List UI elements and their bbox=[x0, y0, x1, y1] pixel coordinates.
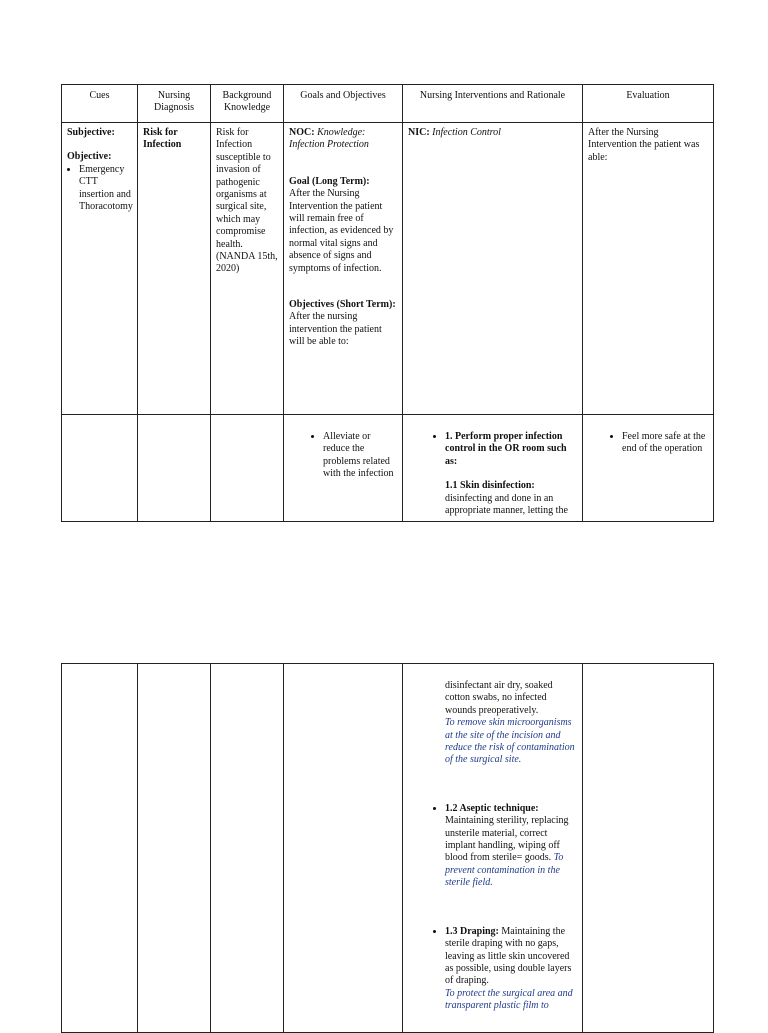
header-background-knowledge: Background Knowledge bbox=[211, 85, 284, 123]
goal-text: After the Nursing Intervention the patient will remain free of infection, as evidenced by normal vital signs and absence of signs and symptoms of infection. bbox=[289, 188, 394, 274]
skin-disinfection-rationale: To remove skin microorganisms at the site of the incision and reduce the risk of contamination of the surgical site. bbox=[445, 717, 575, 766]
objective-label: Objective: bbox=[67, 151, 112, 163]
interventions-cell bbox=[403, 123, 583, 415]
list-item bbox=[445, 926, 577, 1013]
intervention-list bbox=[408, 926, 577, 1013]
interventions-cell bbox=[403, 664, 583, 1033]
objectives-label: Objectives (Short Term): bbox=[289, 299, 396, 311]
care-plan-table-top bbox=[61, 84, 714, 522]
list-item bbox=[445, 803, 577, 890]
draping-rationale: To protect the surgical area and transparent plastic film to bbox=[445, 987, 573, 1012]
goals-cell bbox=[284, 123, 403, 415]
skin-disinfection-text: disinfecting and done in an appropriate manner, letting the bbox=[445, 492, 568, 517]
list-item: • Emergency CTT insertion and Thoracotomy bbox=[79, 164, 132, 214]
noc-label: NOC: bbox=[289, 127, 315, 138]
evaluation-text: After the Nursing Intervention the patient was able: bbox=[588, 127, 700, 163]
interventions-cell bbox=[403, 415, 583, 522]
draping-text: Maintaining the sterile draping with no gaps, leaving as little skin uncovered as possible, using double layers of draping. bbox=[445, 925, 572, 987]
diagnosis-text: Risk for Infection bbox=[143, 127, 182, 151]
background-text: Risk for Infection susceptible to invasion of pathogenic organisms at surgical site, which may compromise health. (NANDA 15th, 2020) bbox=[216, 127, 278, 275]
cues-cell bbox=[62, 123, 138, 415]
diagnosis-cell bbox=[138, 123, 211, 415]
aseptic-rationale: To prevent contamination in the sterile field. bbox=[445, 852, 564, 889]
table-row bbox=[62, 123, 714, 415]
evaluation-cell bbox=[583, 123, 714, 415]
skin-disinfection-label: 1.1 Skin disinfection: bbox=[445, 480, 535, 492]
objective-list bbox=[67, 164, 132, 214]
list-item: • Feel more safe at the end of the operation bbox=[622, 431, 708, 456]
goals-cell bbox=[284, 415, 403, 522]
nic-label: NIC: bbox=[408, 127, 430, 138]
intervention-list bbox=[408, 431, 577, 468]
nic-value: Infection Control bbox=[432, 127, 501, 138]
subjective-label: Subjective: bbox=[67, 127, 115, 138]
header-evaluation: Evaluation bbox=[583, 85, 714, 123]
noc-value: Knowledge: Infection Protection bbox=[289, 127, 369, 151]
table-row bbox=[62, 415, 714, 522]
intervention-list bbox=[408, 803, 577, 890]
draping-label: 1.3 Draping: bbox=[445, 925, 499, 937]
goal-list bbox=[289, 431, 397, 481]
list-item: • Alleviate or reduce the problems related with the infection bbox=[323, 431, 397, 481]
header-interventions-rationale: Nursing Interventions and Rationale bbox=[403, 85, 583, 123]
care-plan-table-continued bbox=[61, 663, 714, 1033]
aseptic-text: Maintaining sterility, replacing unsterile material, correct implant handling, wiping off blood from sterile= goods. bbox=[445, 815, 569, 864]
aseptic-label: 1.2 Aseptic technique: bbox=[445, 802, 539, 814]
header-goals-objectives: Goals and Objectives bbox=[284, 85, 403, 123]
intervention-heading: • 1. Perform proper infection control in the OR room such as: bbox=[445, 431, 577, 468]
header-nursing-diagnosis: Nursing Diagnosis bbox=[138, 85, 211, 123]
evaluation-cell bbox=[583, 415, 714, 522]
objectives-text: After the nursing intervention the patient will be able to: bbox=[289, 311, 382, 348]
background-cell bbox=[211, 123, 284, 415]
header-cues: Cues bbox=[62, 85, 138, 123]
goal-label: Goal (Long Term): bbox=[289, 175, 370, 187]
evaluation-list bbox=[588, 431, 708, 456]
skin-disinfection-continued: disinfectant air dry, soaked cotton swabs, no infected wounds preoperatively. bbox=[445, 680, 553, 716]
table-header-row bbox=[62, 85, 714, 123]
table-row bbox=[62, 664, 714, 1033]
